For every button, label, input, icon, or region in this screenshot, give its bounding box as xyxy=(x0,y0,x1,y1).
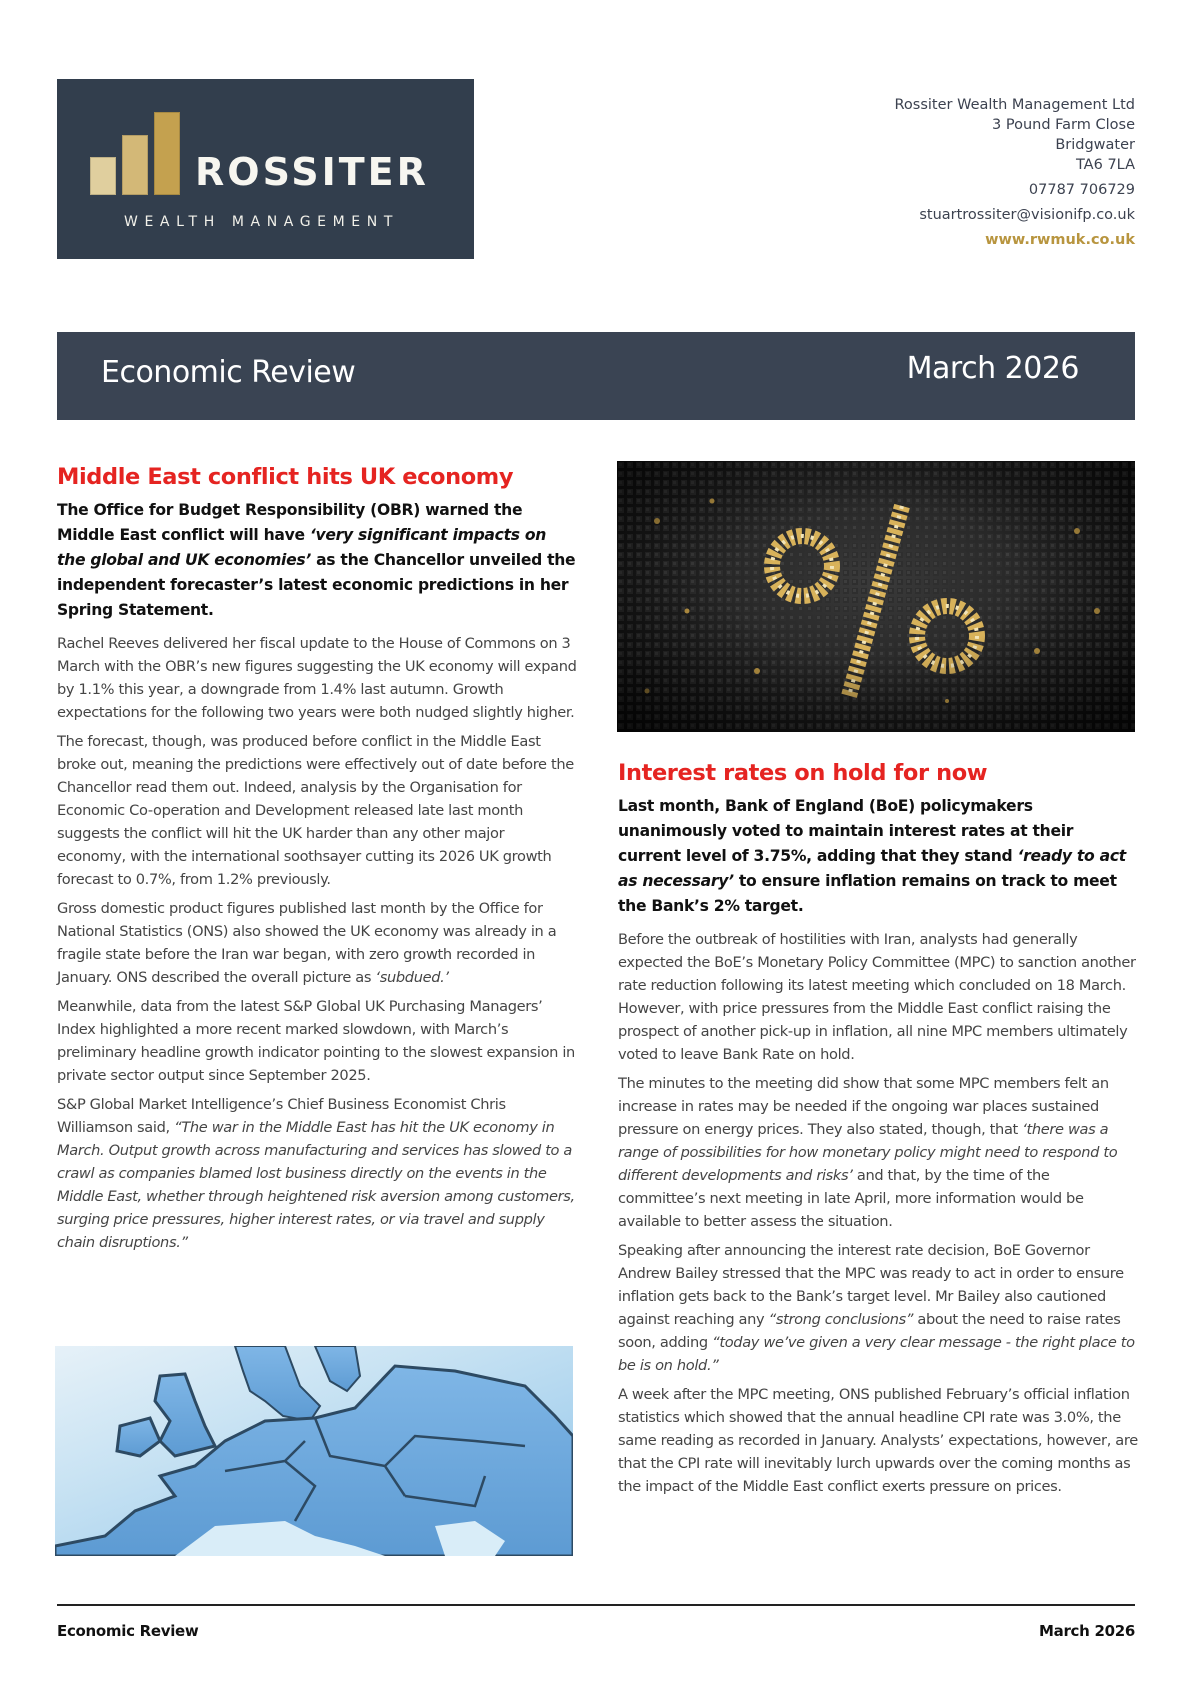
paragraph-quote: ‘subdued.’ xyxy=(375,969,449,986)
article-paragraph: A week after the MPC meeting, ONS published February’s official inflation statistics which showed that the annual headline CPI rate was 3.0%, the same reading as recorded in January. Analysts’ expectations, however, are that the CPI rate will inevitably lurch upwards over the coming months as the impact of the Middle East conflict exerts pressure on prices. xyxy=(618,1386,1138,1495)
issue-date: March 2026 xyxy=(906,351,1079,386)
article-middle-east xyxy=(57,462,577,1260)
postcode: TA6 7LA xyxy=(1075,157,1135,173)
address-line-2: Bridgwater xyxy=(1055,137,1135,153)
article-paragraph xyxy=(618,1072,1138,1233)
paragraph-text: S&P Global Market Intelligence’s Chief Business Economist Chris Williamson said, xyxy=(57,1096,506,1136)
article-paragraph xyxy=(57,1093,577,1254)
page-title: Economic Review xyxy=(101,355,356,390)
logo-bar-icon xyxy=(154,112,180,195)
company-name: Rossiter Wealth Management Ltd xyxy=(894,97,1135,113)
paragraph-text: The minutes to the meeting did show that some MPC members felt an increase in rates may be needed if the ongoing war places sustained pressure on energy prices. They also stated, though, that xyxy=(618,1075,1109,1138)
lead-text: as the Chancellor unveiled the independent forecaster’s latest economic predictions in her Spring Statement. xyxy=(57,551,576,619)
article-lead xyxy=(57,498,577,623)
article-paragraph xyxy=(618,1239,1138,1377)
article-interest-rates xyxy=(618,758,1138,1504)
lead-quote: ‘very significant impacts on the global and UK economies’ xyxy=(57,526,547,569)
paragraph-text: Gross domestic product figures published last month by the Office for National Statistics (ONS) also showed the UK economy was already in a fragile state before the Iran war began, with zero growth recorded in January. ONS described the overall picture as xyxy=(57,900,557,986)
footer-title: Economic Review xyxy=(57,1622,199,1640)
logo-name: ROSSITER xyxy=(195,150,429,194)
footer-divider xyxy=(57,1604,1135,1606)
lead-quote: ‘ready to act as necessary’ xyxy=(618,847,1126,890)
article-paragraph xyxy=(57,897,577,989)
address-line-1: 3 Pound Farm Close xyxy=(992,117,1135,133)
paragraph-quote: “The war in the Middle East has hit the UK economy in March. Output growth across manufacturing and services has slowed to a crawl as companies blamed lost business directly on the events in the Middle East, whether through heightened risk aversion among customers, surging price pressures, higher interest rates, or via travel and supply chain disruptions.” xyxy=(57,1119,575,1251)
company-logo xyxy=(57,79,474,259)
europe-map-icon xyxy=(55,1346,573,1556)
article-headline: Interest rates on hold for now xyxy=(618,760,988,786)
article-lead xyxy=(618,794,1138,919)
percent-sign-icon xyxy=(617,461,1135,732)
digital-percent-image xyxy=(617,461,1135,732)
paragraph-quote: “strong conclusions” xyxy=(768,1311,914,1328)
lead-text: The Office for Budget Responsibility (OBR) warned the Middle East conflict will have xyxy=(57,501,523,544)
paragraph-quote: ‘there was a range of possibilities for how monetary policy might need to respond to different developments and risks’ xyxy=(618,1121,1118,1184)
paragraph-text: Speaking after announcing the interest rate decision, BoE Governor Andrew Bailey stressed that the MPC was ready to act in order to ensure inflation gets back to the Bank’s target level. Mr Bailey also cautioned against reaching any xyxy=(618,1242,1124,1328)
article-paragraph: The forecast, though, was produced before conflict in the Middle East broke out, meaning the predictions were effectively out of date before the Chancellor read them out. Indeed, analysis by the Organisation for Economic Co-operation and Development released late last month suggests the conflict will hit the UK harder than any other major economy, with the international soothsayer cutting its 2026 UK growth forecast to 0.7%, from 1.2% previously. xyxy=(57,733,574,888)
lead-text: Last month, Bank of England (BoE) policymakers unanimously voted to maintain interest rates at their current level of 3.75%, adding that they stand xyxy=(618,797,1074,865)
article-paragraph: Before the outbreak of hostilities with Iran, analysts had generally expected the BoE’s Monetary Policy Committee (MPC) to sanction another rate reduction following its latest meeting which concluded on 18 March. However, with price pressures from the Middle East conflict raising the prospect of another pick-up in inflation, all nine MPC members ultimately voted to leave Bank Rate on hold. xyxy=(618,931,1136,1063)
footer-date: March 2026 xyxy=(1039,1622,1135,1640)
article-paragraph: Meanwhile, data from the latest S&P Global UK Purchasing Managers’ Index highlighted a more recent marked slowdown, with March’s preliminary headline growth indicator pointing to the slowest expansion in private sector output since September 2025. xyxy=(57,998,575,1084)
europe-map-image xyxy=(55,1346,573,1556)
lead-text: to ensure inflation remains on track to meet the Bank’s 2% target. xyxy=(618,872,1117,915)
paragraph-text: about the need to raise rates soon, adding xyxy=(618,1311,1121,1351)
paragraph-text: and that, by the time of the committee’s next meeting in late April, more information would be available to better assess the situation. xyxy=(618,1167,1084,1230)
logo-bar-icon xyxy=(122,135,148,195)
logo-subtitle: WEALTH MANAGEMENT xyxy=(124,214,399,230)
contact-details xyxy=(894,95,1135,250)
phone-number[interactable]: 07787 706729 xyxy=(1028,182,1135,198)
email-link[interactable]: stuartrossiter@visionifp.co.uk xyxy=(919,207,1135,223)
article-headline: Middle East conflict hits UK economy xyxy=(57,464,514,490)
title-banner xyxy=(57,332,1135,420)
paragraph-quote: “today we’ve given a very clear message - the right place to be is on hold.” xyxy=(618,1334,1135,1374)
article-paragraph: Rachel Reeves delivered her fiscal update to the House of Commons on 3 March with the OBR’s new figures suggesting the UK economy will expand by 1.1% this year, a downgrade from 1.4% last autumn. Growth expectations for the following two years were both nudged slightly higher. xyxy=(57,635,577,721)
website-link[interactable]: www.rwmuk.co.uk xyxy=(985,232,1135,248)
logo-bar-icon xyxy=(90,157,116,195)
